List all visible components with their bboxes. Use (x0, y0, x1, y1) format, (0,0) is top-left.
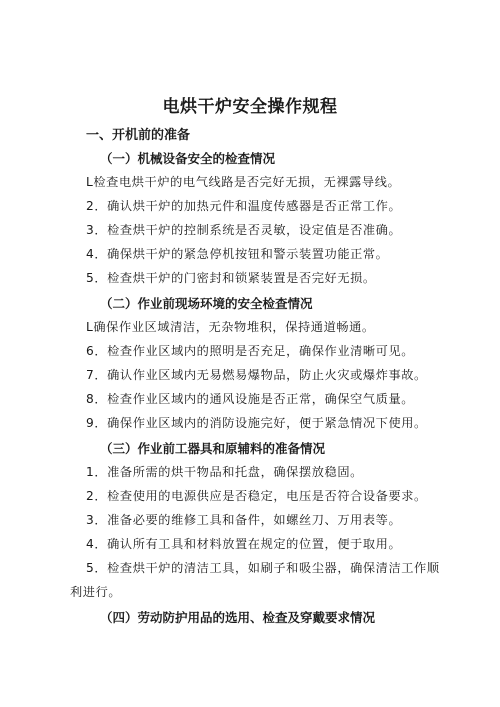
section-heading: 一、开机前的准备 (86, 128, 191, 143)
document-title: 电烘干炉安全操作规程 (162, 97, 338, 117)
list-item: L确保作业区域清洁，无杂物堆积，保持通道畅通。 (86, 320, 375, 334)
list-item: 5．检查烘干炉的门密封和锁紧装置是否完好无损。 (86, 271, 376, 285)
list-item: 4．确认所有工具和材料放置在规定的位置，便于取用。 (86, 537, 402, 551)
list-item: 3．检查烘干炉的控制系统是否灵敏，设定值是否准确。 (86, 223, 402, 237)
list-item-continuation: 利进行。 (70, 585, 122, 599)
list-item: 6．检查作业区域内的照明是否充足，确保作业清晰可见。 (86, 344, 415, 358)
subsection-heading: （一）机械设备安全的检查情况 (100, 151, 276, 166)
subsection-heading: （三）作业前工器具和原辅料的准备情况 (100, 441, 326, 456)
list-item: 2．确认烘干炉的加热元件和温度传感器是否正常工作。 (86, 199, 402, 213)
list-item: 8．检查作业区域内的通风设施是否正常，确保空气质量。 (86, 392, 415, 406)
list-item: 5．检查烘干炉的清洁工具，如刷子和吸尘器，确保清洁工作顺 (86, 561, 440, 575)
list-item: 7．确认作业区域内无易燃易爆物品，防止火灾或爆炸事故。 (86, 368, 427, 382)
list-item: 4．确保烘干炉的紧急停机按钮和警示装置功能正常。 (86, 247, 389, 261)
list-item: 2．检查使用的电源供应是否稳定，电压是否符合设备要求。 (86, 489, 427, 503)
subsection-heading: （二）作业前现场环境的安全检查情况 (100, 296, 313, 311)
list-item: L检查电烘干炉的电气线路是否完好无损，无裸露导线。 (86, 175, 401, 189)
list-item: 9．确保作业区域内的消防设施完好，便于紧急情况下使用。 (86, 416, 427, 430)
list-item: 1．准备所需的烘干物品和托盘，确保摆放稳固。 (86, 465, 363, 479)
subsection-heading: （四）劳动防护用品的选用、检查及穿戴要求情况 (100, 610, 376, 625)
list-item: 3．准备必要的维修工具和备件，如螺丝刀、万用表等。 (86, 513, 402, 527)
